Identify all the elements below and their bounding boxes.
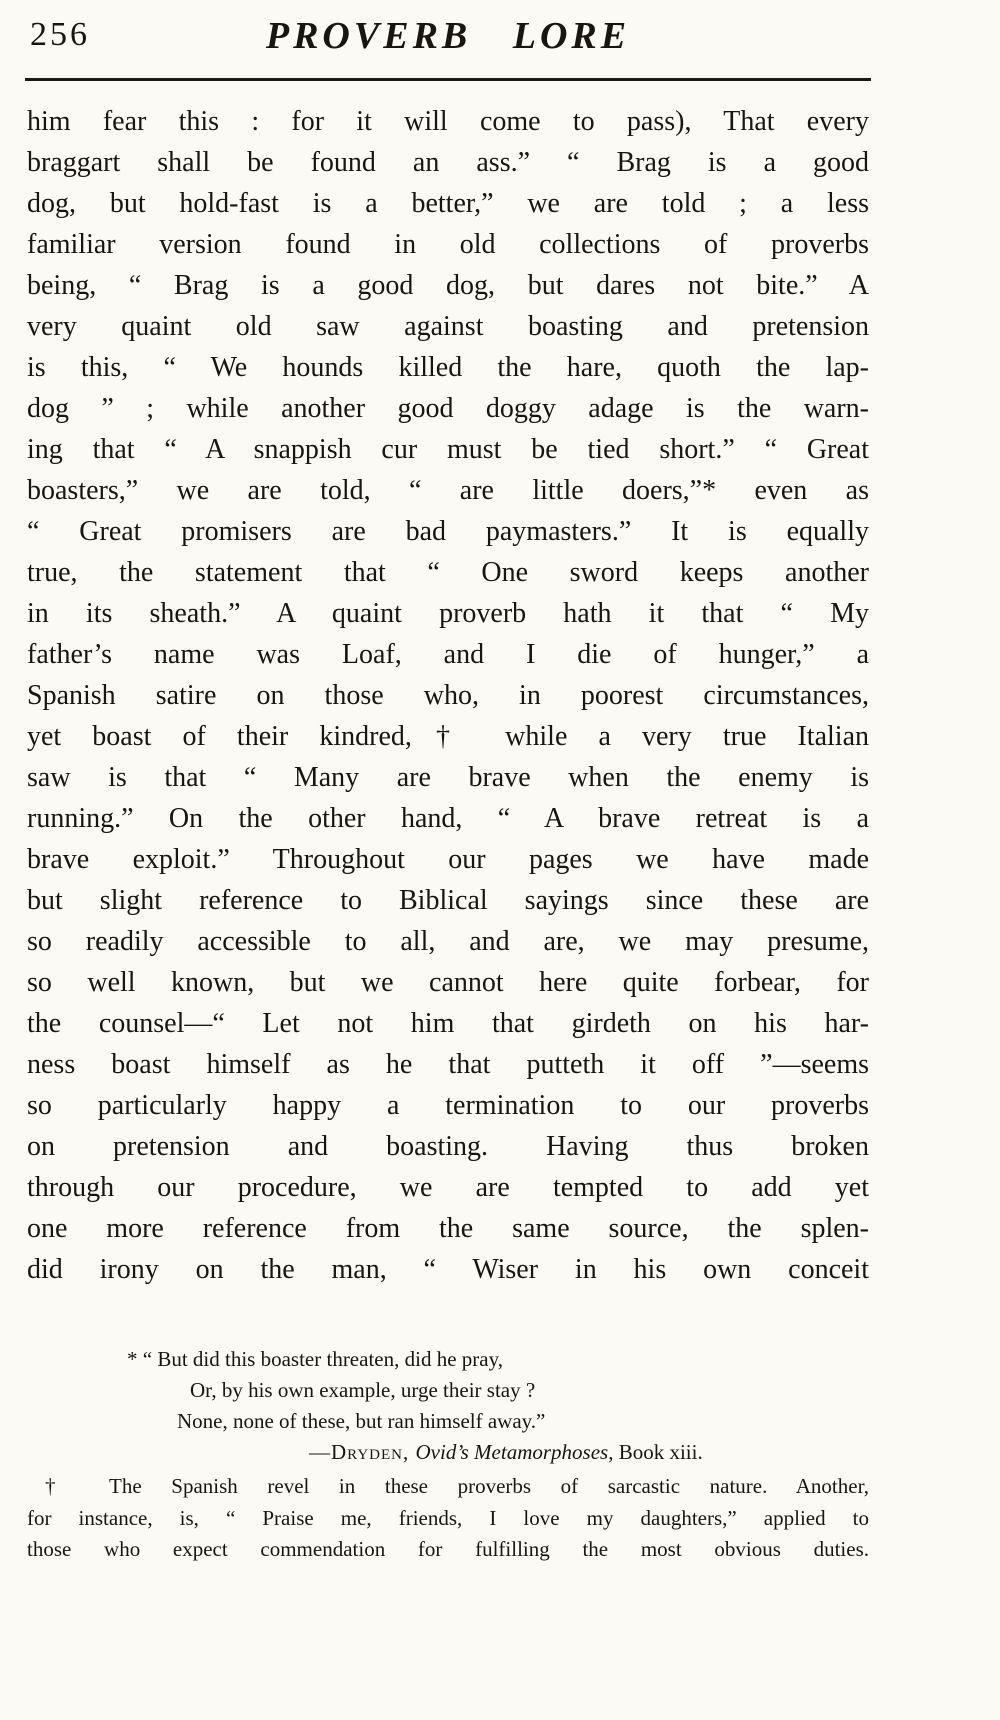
text-line: yet boast of their kindred,† while a very true Italian bbox=[27, 721, 869, 752]
text-line: dog, but hold-fast is a better,” we are told ; a less bbox=[27, 188, 869, 219]
verse-attribution bbox=[27, 1437, 869, 1468]
text-line: on pretension and boasting. Having thus broken bbox=[27, 1131, 869, 1162]
text-line: Spanish satire on those who, in poorest circumstances, bbox=[27, 680, 869, 711]
body-text bbox=[27, 101, 869, 1290]
page-number: 256 bbox=[30, 16, 90, 53]
verse-line: None, none of these, but ran himself away.” bbox=[177, 1409, 546, 1433]
text-line: did irony on the man, “ Wiser in his own conceit bbox=[27, 1254, 869, 1285]
footnote-line: for instance, is, “ Praise me, friends, I love my daughters,” applied to bbox=[27, 1505, 869, 1530]
text-line: “ Great promisers are bad paymasters.” It is equally bbox=[27, 516, 869, 547]
attribution-book: , Book xiii. bbox=[608, 1440, 703, 1464]
footnote-line: † The Spanish revel in these proverbs of sarcastic nature. Another, bbox=[45, 1474, 869, 1498]
text-line: dog ” ; while another good doggy adage is the warn- bbox=[27, 393, 869, 424]
text-line: very quaint old saw against boasting and pretension bbox=[27, 311, 869, 342]
text-line: ness boast himself as he that putteth it off ”—seems bbox=[27, 1049, 869, 1080]
page-content bbox=[27, 12, 869, 1566]
text-line: familiar version found in old collections of proverbs bbox=[27, 229, 869, 260]
text-line: boasters,” we are told, “ are little doers,”* even as bbox=[27, 475, 869, 506]
text-line: but slight reference to Biblical sayings since these are bbox=[27, 885, 869, 916]
text-line: being, “ Brag is a good dog, but dares not bite.” A bbox=[27, 270, 869, 301]
text-line: one more reference from the same source, the splen- bbox=[27, 1213, 869, 1244]
footnotes bbox=[27, 1344, 869, 1566]
footnote-dagger bbox=[27, 1471, 869, 1566]
header-rule bbox=[25, 78, 871, 81]
footnote-line: those who expect commendation for fulfilling the most obvious duties. bbox=[27, 1537, 869, 1561]
verse-line: Or, by his own example, urge their stay ? bbox=[190, 1378, 536, 1402]
text-line: brave exploit.” Throughout our pages we have made bbox=[27, 844, 869, 875]
text-line: running.” On the other hand, “ A brave retreat is a bbox=[27, 803, 869, 834]
text-line: father’s name was Loaf, and I die of hunger,” a bbox=[27, 639, 869, 670]
attribution-author: —Dryden, bbox=[309, 1440, 416, 1464]
text-line: ing that “ A snappish cur must be tied short.” “ Great bbox=[27, 434, 869, 465]
text-line: the counsel—“ Let not him that girdeth on his har- bbox=[27, 1008, 869, 1039]
text-line: so readily accessible to all, and are, we may presume, bbox=[27, 926, 869, 957]
verse-line: * “ But did this boaster threaten, did he pray, bbox=[127, 1347, 503, 1371]
text-line: braggart shall be found an ass.” “ Brag is a good bbox=[27, 147, 869, 178]
text-line: so well known, but we cannot here quite forbear, for bbox=[27, 967, 869, 998]
footnote-verse bbox=[27, 1344, 869, 1468]
text-line: saw is that “ Many are brave when the enemy is bbox=[27, 762, 869, 793]
text-line: in its sheath.” A quaint proverb hath it that “ My bbox=[27, 598, 869, 629]
text-line: is this, “ We hounds killed the hare, quoth the lap- bbox=[27, 352, 869, 383]
text-line: him fear this : for it will come to pass), That every bbox=[27, 106, 869, 137]
attribution-work: Ovid’s Metamorphoses bbox=[415, 1440, 609, 1464]
page-title: PROVERB LORE bbox=[265, 15, 631, 57]
text-line: true, the statement that “ One sword keeps another bbox=[27, 557, 869, 588]
text-line: through our procedure, we are tempted to add yet bbox=[27, 1172, 869, 1203]
page-header bbox=[27, 12, 869, 68]
text-line: so particularly happy a termination to our proverbs bbox=[27, 1090, 869, 1121]
